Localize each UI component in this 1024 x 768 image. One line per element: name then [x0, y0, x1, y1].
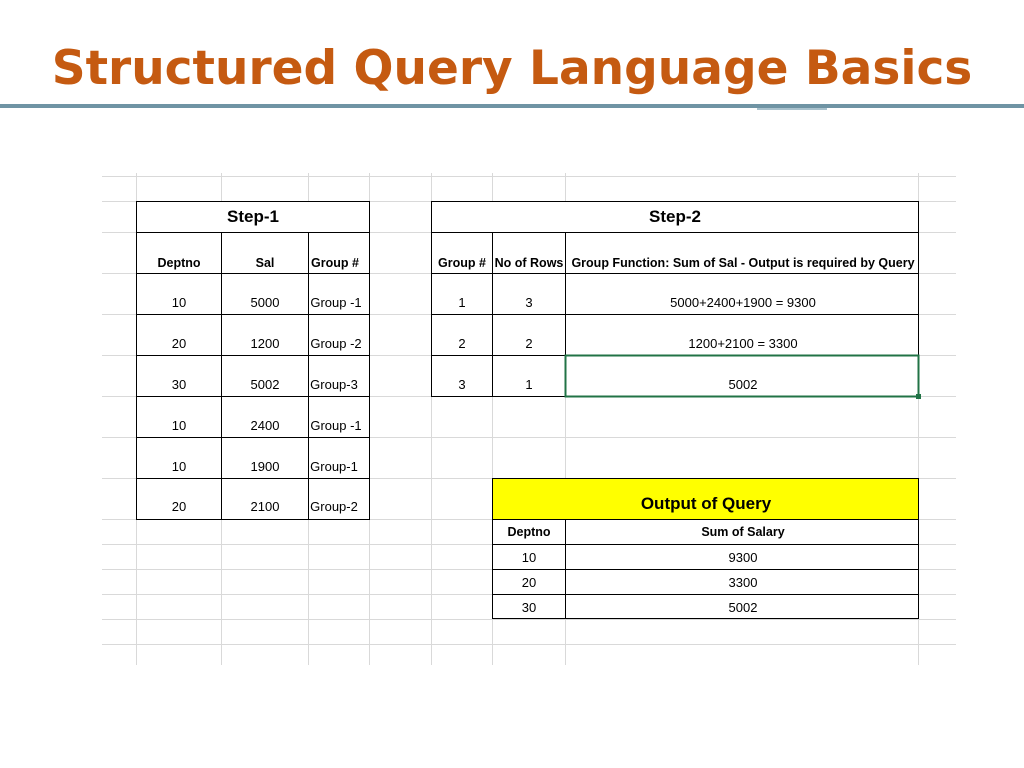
step1-cell: 10 [171, 459, 187, 474]
step1-cell: Group -1 [310, 295, 362, 310]
spreadsheet-grid [102, 173, 956, 665]
step1-cell: Group-3 [310, 377, 358, 392]
step1-cell: 5002 [250, 377, 280, 392]
step2-cell: 2 [458, 336, 466, 351]
step1-header-deptno: Deptno [157, 256, 201, 270]
output-cell: 9300 [728, 550, 758, 565]
step1-cell: 20 [171, 336, 187, 351]
step2-cell: 1200+2100 = 3300 [688, 336, 798, 351]
step1-header-group: Group # [311, 256, 359, 270]
step1-cell: 2400 [250, 418, 280, 433]
output-cell: 5002 [728, 600, 758, 615]
output-title: Output of Query [640, 494, 772, 513]
title-divider-accent [757, 108, 827, 110]
step1-cell: Group -1 [310, 418, 362, 433]
step2-header-function: Group Function: Sum of Sal - Output is required by Query [571, 256, 915, 270]
step2-cell: 1 [525, 377, 533, 392]
step1-header-sal: Sal [255, 256, 275, 270]
fill-handle[interactable] [916, 394, 921, 399]
step1-cell: 10 [171, 295, 187, 310]
output-header-sum: Sum of Salary [701, 525, 785, 539]
step1-cell: 1200 [250, 336, 280, 351]
step1-cell: 2100 [250, 499, 280, 514]
step2-cell: 3 [458, 377, 466, 392]
step1-cell: Group-2 [310, 499, 358, 514]
step2-cell: 2 [525, 336, 533, 351]
step1-cell: 5000 [250, 295, 280, 310]
step1-title: Step-1 [227, 207, 279, 226]
step1-cell: Group -2 [310, 336, 362, 351]
step1-cell: 30 [171, 377, 187, 392]
step2-cell: 5002 [728, 377, 758, 392]
step2-cell: 5000+2400+1900 = 9300 [670, 295, 816, 310]
slide-title: Structured Query Language Basics [51, 41, 973, 96]
step1-cell: 1900 [250, 459, 280, 474]
output-cell: 3300 [728, 575, 758, 590]
output-cell: 10 [521, 550, 537, 565]
step2-header-group: Group # [438, 256, 486, 270]
step2-cell: 3 [525, 295, 533, 310]
step2-title: Step-2 [649, 207, 701, 226]
step1-cell: 20 [171, 499, 187, 514]
step1-cell: Group-1 [310, 459, 358, 474]
step1-cell: 10 [171, 418, 187, 433]
spreadsheet-image [102, 173, 956, 665]
output-header-deptno: Deptno [507, 525, 551, 539]
output-cell: 20 [521, 575, 537, 590]
title-divider [0, 104, 1024, 108]
step2-header-rows: No of Rows [494, 256, 564, 270]
step2-cell: 1 [458, 295, 466, 310]
output-cell: 30 [521, 600, 537, 615]
